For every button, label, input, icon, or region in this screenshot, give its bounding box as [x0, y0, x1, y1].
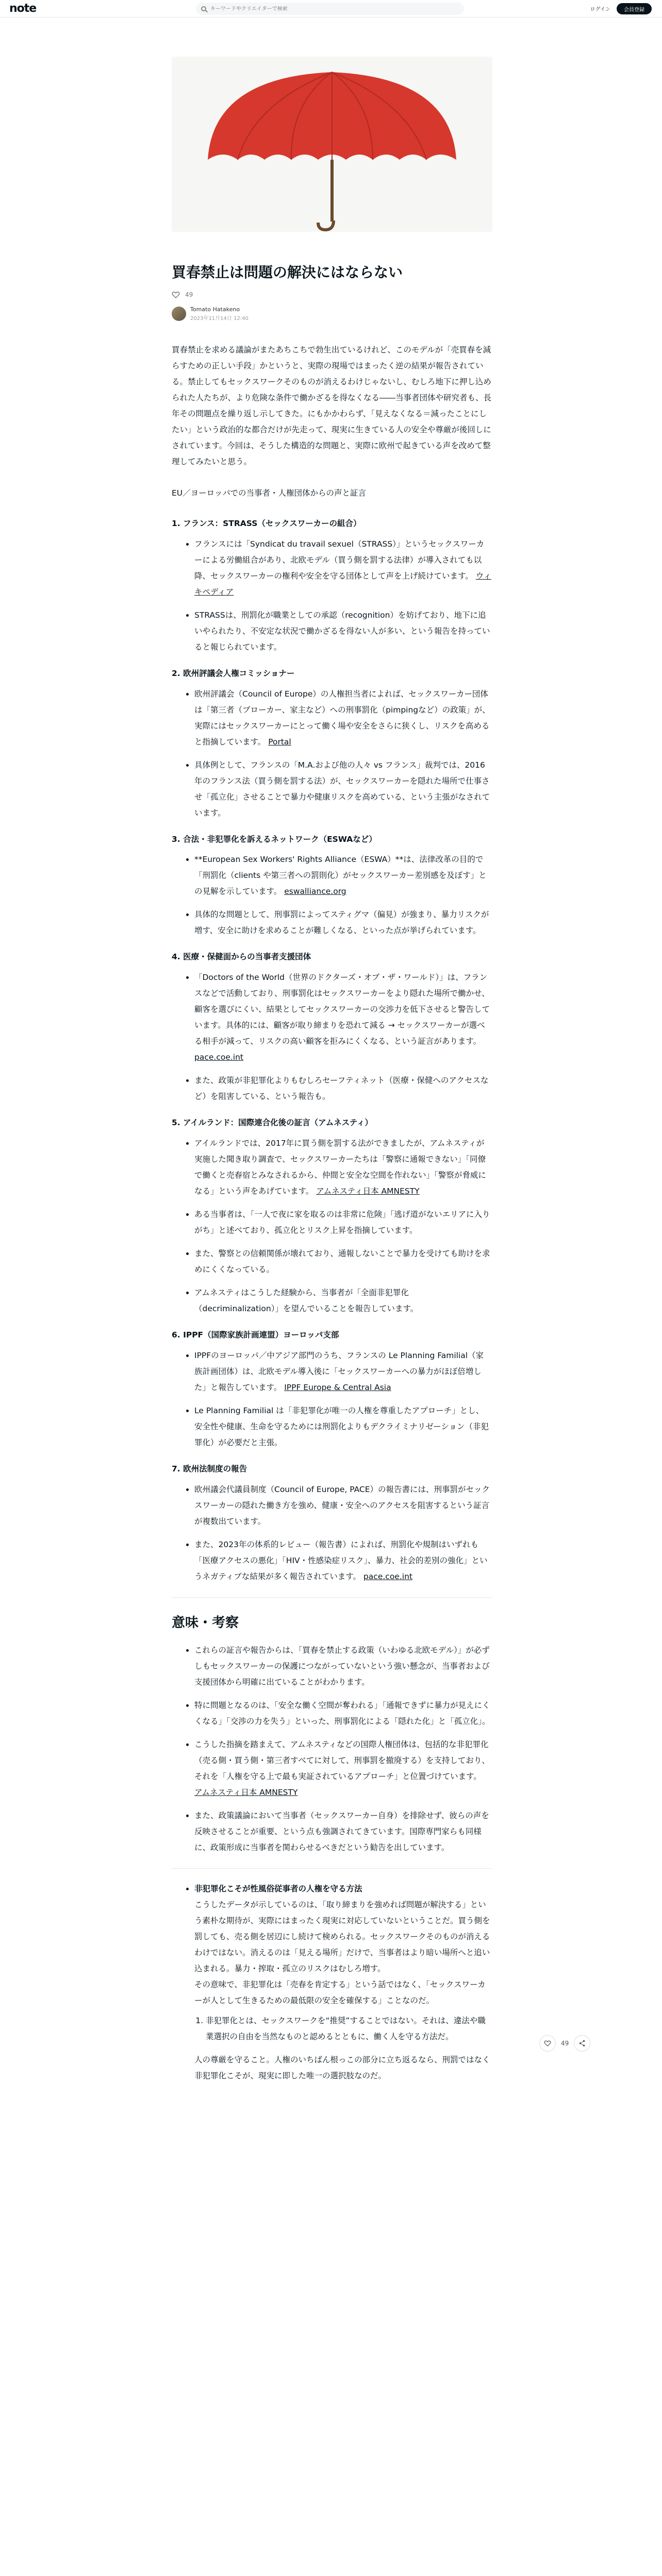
note-logo[interactable]: note [9, 2, 37, 15]
org-title: 4. 医療・保健面からの当事者支援団体 [172, 952, 311, 962]
org-item [172, 517, 491, 655]
solution-closing: 人の尊厳を守ること。人権のいちばん根っこの部分に立ち返るなら、刑罰ではなく非犯罪化こそが、現実に即した唯一の選択肢なのだ。 [194, 2055, 490, 2081]
org-item [172, 667, 491, 821]
search-bar[interactable] [196, 3, 464, 15]
discussion-list [172, 1642, 491, 1856]
discussion-point: • 特に問題となるのは、「安全な働く空間が奪われる」「通報できずに暴力が見えにくくなる」「交渉の力を失う」といった、刑事罰化による「隠れた化」と「孤立化」。 [194, 1698, 491, 1730]
org-title: 7. 欧州法制度の報告 [172, 1464, 247, 1474]
signup-button[interactable]: 会員登録 [617, 3, 652, 14]
org-point: • また、2023年の体系的レビュー（報告書）によれば、刑罰化や規制はいずれも「医療アクセスの悪化」「HIV・性感染症リスク」、暴力、社会的差別の強化」というネガティブな結果が多く報告されています。 pace.coe.int [194, 1537, 491, 1585]
org-point: • Le Planning Familial は「非犯罪化が唯一の人権を尊重したアプローチ」とし、安全性や健康、生命を守るためには刑罰化よりもデクライミナリゼーション（非犯罪化）が必要だと主張。 [194, 1403, 491, 1451]
org-point: • ある当事者は、「一人で夜に家を取るのは非常に危険」「逃げ道がないエリアに入りがち」と述べており、孤立化とリスク上昇を指摘しています。 [194, 1207, 491, 1239]
org-item [172, 833, 491, 939]
org-point: • 具体例として、フランスの「M.A.および他の人々 vs フランス」裁判では、2016年のフランス法（買う側を罰する法）が、セックスワーカーを隠れた場所で仕事させ「孤立化」させることで暴力や健康リスクを高めている、という主張がなされています。 [194, 757, 491, 821]
org-title: 6. IPPF（国際家族計画連盟）ヨーロッパ支部 [172, 1330, 339, 1340]
org-point: • また、警察との信頼関係が壊れており、通報しないことで暴力を受けても助けを求めにくくなっている。 [194, 1246, 491, 1278]
site-header [0, 0, 662, 18]
org-title: 1. フランス：STRASS（セックスワーカーの組合） [172, 518, 361, 528]
org-point: • 「Doctors of the World（世界のドクターズ・オブ・ザ・ワールド）」は、フランスなどで活動しており、刑事罰化はセックスワーカーをより隠れた場所で働かせ、顧客を選びにくい、結果としてセックスワーカーの交渉力を低下させると警告しています。具体的には、顧客が取り締まりを恐れて減る → セックスワーカーが選べる相手が減って、リスクの高い顧客を拒みにくくなる、という証言があります。 pace.coe.int [194, 970, 491, 1065]
author-avatar[interactable] [172, 307, 186, 321]
section-lead: EU／ヨーロッパでの当事者・人権団体からの声と証言 [172, 488, 367, 498]
heart-icon [544, 2040, 551, 2047]
org-point: • 具体的な問題として、刑事罰によってスティグマ（偏見）が強まり、暴力リスクが増す、安全に助けを求めることが難しくなる、といった点が挙げられています。 [194, 907, 491, 939]
org-point: • アイルランドでは、2017年に買う側を罰する法ができましたが、アムネスティが実施した聞き取り調査で、セックスワーカーたちは「警察に通報できない」「同僚で働くと売春宿とみなされるから、仲間と安全な空間を作れない」「警察が脅威になる」という声をあげています。 アムネスティ日本 AMNESTY [194, 1136, 491, 1199]
org-point: • **European Sex Workers' Rights Alliance（ESWA）**は、法律改革の目的で「刑罰化（clients や第三者への罰則化）がセックスワーカー差別感を及ぼす」との見解を示しています。 eswalliance.org [194, 852, 491, 900]
org-title: 5. アイルランド：国際連合化後の証言（アムネスティ） [172, 1118, 373, 1128]
like-row [172, 291, 491, 299]
org-point: • フランスには「Syndicat du travail sexuel（STRASS）」というセックスワーカーによる労働組合があり、北欧モデル（買う側を罰する法律）が導入されても以降、セックスワーカーの権利や安全を守る団体として声を上げ続けています。 ウィキペディア [194, 536, 491, 600]
org-point: • 欧州評議会（Council of Europe）の人権担当者によれば、セックスワーカー団体は「第三者（ブローカー、家主など）への刑事罰化（pimpingなど）の政策」が、実際にはセックスワーカーにとって働く場や安全をさらに狭くし、リスクを高めると指摘しています。 Portal [194, 686, 491, 750]
post-date: 2023年11月14日 12:40 [190, 315, 249, 321]
source-link[interactable]: アムネスティ日本 AMNESTY [194, 1788, 298, 1798]
org-point: • アムネスティはこうした経験から、当事者が「全面非犯罪化（decriminalization）」を望んでいることを報告しています。 [194, 1285, 491, 1317]
organization-list [172, 517, 491, 1585]
source-link[interactable]: eswalliance.org [284, 887, 346, 896]
like-count: 49 [185, 291, 193, 298]
discussion-point: • また、政策議論において当事者（セックスワーカー自身）を排除せず、彼らの声を反映させることが重要、という点も強調されてきています。国際専門家らも同様に、政策形成に当事者を関わらせるべきだという勧告を出しています。 [194, 1808, 491, 1856]
org-title: 3. 合法・非犯罪化を訴えるネットワーク（ESWAなど） [172, 834, 377, 844]
share-icon [578, 2040, 586, 2047]
discussion-point: • これらの証言や報告からは、「買春を禁止する政策（いわゆる北欧モデル）」が必ずしもセックスワーカーの保護につながっていないという強い懸念が、当事者および支援団体から明確に出ていることがわかります。 [194, 1642, 491, 1690]
author-name[interactable]: Tomato Hatakeno [190, 306, 240, 313]
org-item [172, 1116, 491, 1317]
source-link[interactable]: pace.coe.int [363, 1572, 412, 1582]
divider [172, 1597, 491, 1598]
solution-title: 非犯罪化こそが性風俗従事者の人権を守る方法 [194, 1884, 362, 1894]
search-icon [201, 6, 206, 11]
org-item [172, 1328, 491, 1451]
solution-item: 1. 非犯罪化とは、セックスワークを“推奨”することではない。それは、違法や職業選択の自由を当然なものと認めるとともに、働く人を守る方法だ。 [206, 2013, 491, 2045]
org-point: • 欧州議会代議員制度（Council of Europe, PACE）の報告書には、刑事罰がセックスワーカーの隠れた働き方を強め、健康・安全へのアクセスを阻害するという証言が複数出ています。 [194, 1482, 491, 1530]
solution-text: こうしたデータが示しているのは、「取り締まりを強めれば問題が解決する」という素朴な期待が、実際にはまったく現実に対応していないということだ。買う側を罰しても、売る側を居辺にし続けて検められる。セックスワークそのものが消えるわけではない。消えるのは「見える場所」だけで、当事者はより暗い場所へと追い込まれる。暴力・搾取・孤立のリスクはむしろ増す。 [194, 1900, 490, 1974]
solution-list [172, 1881, 491, 2084]
source-link[interactable]: ウィキペディア [194, 571, 491, 597]
org-point: • STRASSは、刑罰化が職業としての承認（recognition）を妨げており、地下に追いやられたり、不安定な状況で働かざるを得ない人が多い、という報告を持っていると報じられています。 [194, 607, 491, 655]
source-link[interactable]: アムネスティ日本 AMNESTY [316, 1187, 420, 1196]
divider [172, 1868, 491, 1869]
solution-block [194, 1881, 491, 2084]
org-item [172, 1462, 491, 1585]
umbrella-illustration [172, 57, 492, 232]
hero-image-umbrella [172, 57, 492, 232]
discussion-point: • こうした指摘を踏まえて、アムネスティなどの国際人権団体は、包括的な非犯罪化（売る側・買う側・第三者すべてに対して、刑事罰を撤廃する）を支持しており、それを「人権を守る上で最も実証されているアプローチ」と位置づけています。 アムネスティ日本 AMNESTY [194, 1737, 491, 1801]
source-link[interactable]: Portal [268, 737, 291, 747]
org-point: • IPPFのヨーロッパ／中アジア部門のうち、フランスの Le Planning Familial（家族計画団体）は、北欧モデル導入後に「セックスワーカーへの暴力がほぼ倍増した」と報告しています。 IPPF Europe & Central Asia [194, 1348, 491, 1396]
search-input[interactable] [210, 6, 458, 12]
source-link[interactable]: pace.coe.int [194, 1053, 243, 1062]
article-body [172, 263, 491, 2091]
solution-text-2: その意味で、非犯罪化は「売春を肯定する」という話ではなく、「セックスワーカーが人として生きるための最低限の安全を確保する」ことなのだ。 [194, 1980, 486, 2006]
source-link[interactable]: IPPF Europe & Central Asia [284, 1383, 391, 1393]
side-like-button[interactable] [539, 2035, 556, 2052]
side-actions [539, 2035, 590, 2052]
login-link[interactable]: ログイン [590, 7, 610, 12]
discussion-heading: 意味・考察 [172, 1615, 239, 1631]
org-point: • また、政策が非犯罪化よりもむしろセーフティネット（医療・保健へのアクセスなど）を阻害している、という報告も。 [194, 1073, 491, 1105]
org-item [172, 950, 491, 1105]
author-row [172, 306, 491, 321]
org-title: 2. 欧州評議会人権コミッショナー [172, 668, 295, 678]
share-button[interactable] [574, 2035, 590, 2052]
side-like-count: 49 [561, 2040, 569, 2047]
intro-paragraph: 買春禁止を求める議論がまたあちこちで勃生出ているけれど、このモデルが「売買春を減らすための正しい手段」かというと、実際の現場ではまったく逆の結果が報告されている。禁止してもセックスワークそのものが消えるわけじゃないし、むしろ地下に押し込められた人たちが、より危険な条件で働かざるを得なくなる――当事者団体や研究者も、長年その問題点を繰り返し示してきた。にもかかわらず、「見えなくなる＝減ったことにしたい」という政治的な都合だけが先走って、現実に生きている人の安全や尊厳が後回しにされています。今回は、そうした構造的な問題と、実際に欧州で起きている声を改めて整理してみたいと思う。 [172, 345, 492, 466]
article-title: 買春禁止は問題の解決にはならない [172, 264, 403, 281]
heart-icon[interactable] [172, 291, 180, 299]
